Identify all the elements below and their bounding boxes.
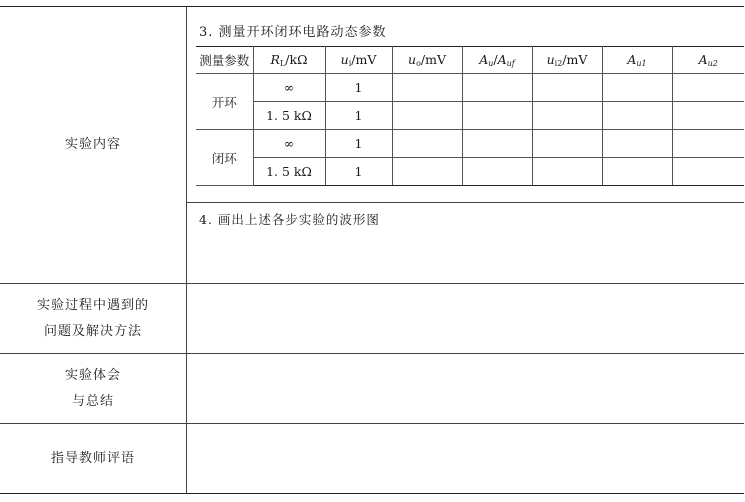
table-header-row (196, 47, 744, 74)
cell-empty (532, 158, 602, 186)
header-au-ratio: $A_u/A_{uf}$ (462, 47, 532, 74)
comments-row (0, 424, 744, 493)
group-label-open-loop: 开环 (196, 74, 253, 130)
table-row (196, 102, 744, 130)
cell-empty (392, 74, 462, 102)
experiment-content-label-text: 实验内容 (64, 137, 121, 152)
experiment-report-table (0, 6, 744, 494)
header-param: 测量参数 (196, 47, 253, 74)
comments-cell (187, 424, 744, 493)
header-au1: $A_{u1}$ (602, 47, 672, 74)
table-row (196, 158, 744, 186)
summary-cell (187, 354, 744, 423)
cell-empty (392, 130, 462, 158)
section-4-title: 4. 画出上述各步实验的波形图 (199, 212, 380, 227)
cell-rl: 1. 5 kΩ (253, 158, 325, 186)
cell-empty (462, 158, 532, 186)
problems-label-line1: 实验过程中遇到的 (36, 297, 149, 313)
cell-empty (672, 130, 744, 158)
group-label-closed-loop: 闭环 (196, 130, 253, 186)
cell-empty (672, 74, 744, 102)
cell-empty (672, 158, 744, 186)
cell-rl: 1. 5 kΩ (253, 102, 325, 130)
cell-empty (462, 102, 532, 130)
section-3-title: 3. 测量开环闭环电路动态参数 (199, 25, 387, 40)
cell-empty (602, 74, 672, 102)
table-row (196, 74, 744, 102)
comments-label (0, 424, 187, 493)
cell-ui: 1 (325, 158, 392, 186)
cell-empty (602, 158, 672, 186)
cell-empty (462, 130, 532, 158)
problems-row (0, 284, 744, 354)
cell-empty (602, 130, 672, 158)
cell-empty (532, 130, 602, 158)
cell-empty (602, 102, 672, 130)
cell-empty (462, 74, 532, 102)
experiment-content-cell (187, 7, 744, 283)
cell-rl: ∞ (253, 74, 325, 102)
table-row (196, 130, 744, 158)
problems-label (0, 284, 187, 353)
header-ui: $u_i/mV$ (325, 47, 392, 74)
cell-ui: 1 (325, 74, 392, 102)
header-uo: $u_o/mV$ (392, 47, 462, 74)
cell-empty (672, 102, 744, 130)
header-au2: $A_{u2}$ (672, 47, 744, 74)
cell-rl: ∞ (253, 130, 325, 158)
cell-ui: 1 (325, 130, 392, 158)
summary-label (0, 354, 187, 423)
summary-row (0, 354, 744, 424)
summary-label-line2: 与总结 (71, 393, 114, 409)
experiment-content-row (0, 7, 744, 284)
cell-empty (392, 102, 462, 130)
cell-empty (532, 102, 602, 130)
cell-empty (532, 74, 602, 102)
problems-cell (187, 284, 744, 353)
header-rl: $R_L/k\Omega$ (253, 47, 325, 74)
cell-empty (392, 158, 462, 186)
problems-label-line2: 问题及解决方法 (43, 323, 142, 339)
cell-ui: 1 (325, 102, 392, 130)
comments-label-text: 指导教师评语 (50, 450, 135, 466)
experiment-content-label (0, 7, 187, 283)
section-divider (187, 202, 744, 227)
summary-label-line1: 实验体会 (64, 367, 121, 383)
header-ui2: $u_{i2}/mV$ (532, 47, 602, 74)
dynamic-parameters-table (196, 46, 744, 186)
